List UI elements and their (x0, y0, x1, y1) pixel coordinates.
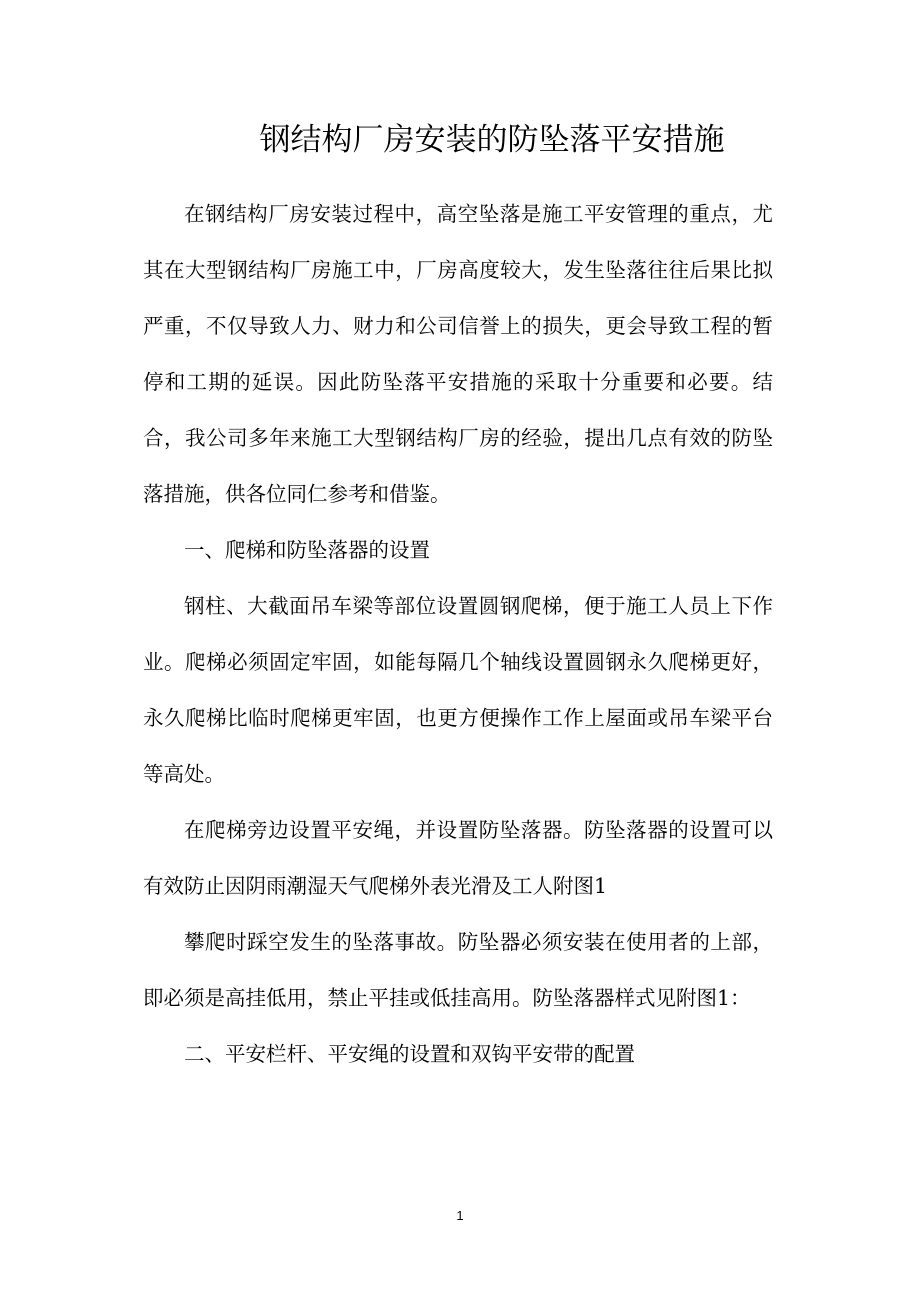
page-number: 1 (456, 1208, 464, 1223)
paragraph-ladder: 钢柱、大截面吊车梁等部位设置圆钢爬梯，便于施工人员上下作业。爬梯必须固定牢固，如能每隔几个轴线设置圆钢永久爬梯更好，永久爬梯比临时爬梯更牢固，也更方便操作工作上屋面或吊车梁平台等高处。 (143, 594, 773, 786)
document-body (143, 186, 773, 1082)
paragraph-fall-arrester: 攀爬时踩空发生的坠落事故。防坠器必须安装在使用者的上部，即必须是高挂低用，禁止平挂或低挂高用。防坠落器样式见附图1： (143, 930, 773, 1010)
document-title: 钢结构厂房安装的防坠落平安措施 (259, 122, 725, 158)
paragraph-safety-rope: 在爬梯旁边设置平安绳，并设置防坠落器。防坠落器的设置可以有效防止因阴雨潮湿天气爬梯外表光滑及工人附图1 (143, 818, 773, 898)
paragraph-intro: 在钢结构厂房安装过程中，高空坠落是施工平安管理的重点，尤其在大型钢结构厂房施工中，厂房高度较大，发生坠落往往后果比拟严重，不仅导致人力、财力和公司信誉上的损失，更会导致工程的暂停和工期的延误。因此防坠落平安措施的采取十分重要和必要。结合，我公司多年来施工大型钢结构厂房的经验，提出几点有效的防坠落措施，供各位同仁参考和借鉴。 (143, 202, 773, 506)
section-heading-2: 二、平安栏杆、平安绳的设置和双钩平安带的配置 (184, 1042, 635, 1066)
section-heading-1: 一、爬梯和防坠落器的设置 (184, 538, 430, 562)
